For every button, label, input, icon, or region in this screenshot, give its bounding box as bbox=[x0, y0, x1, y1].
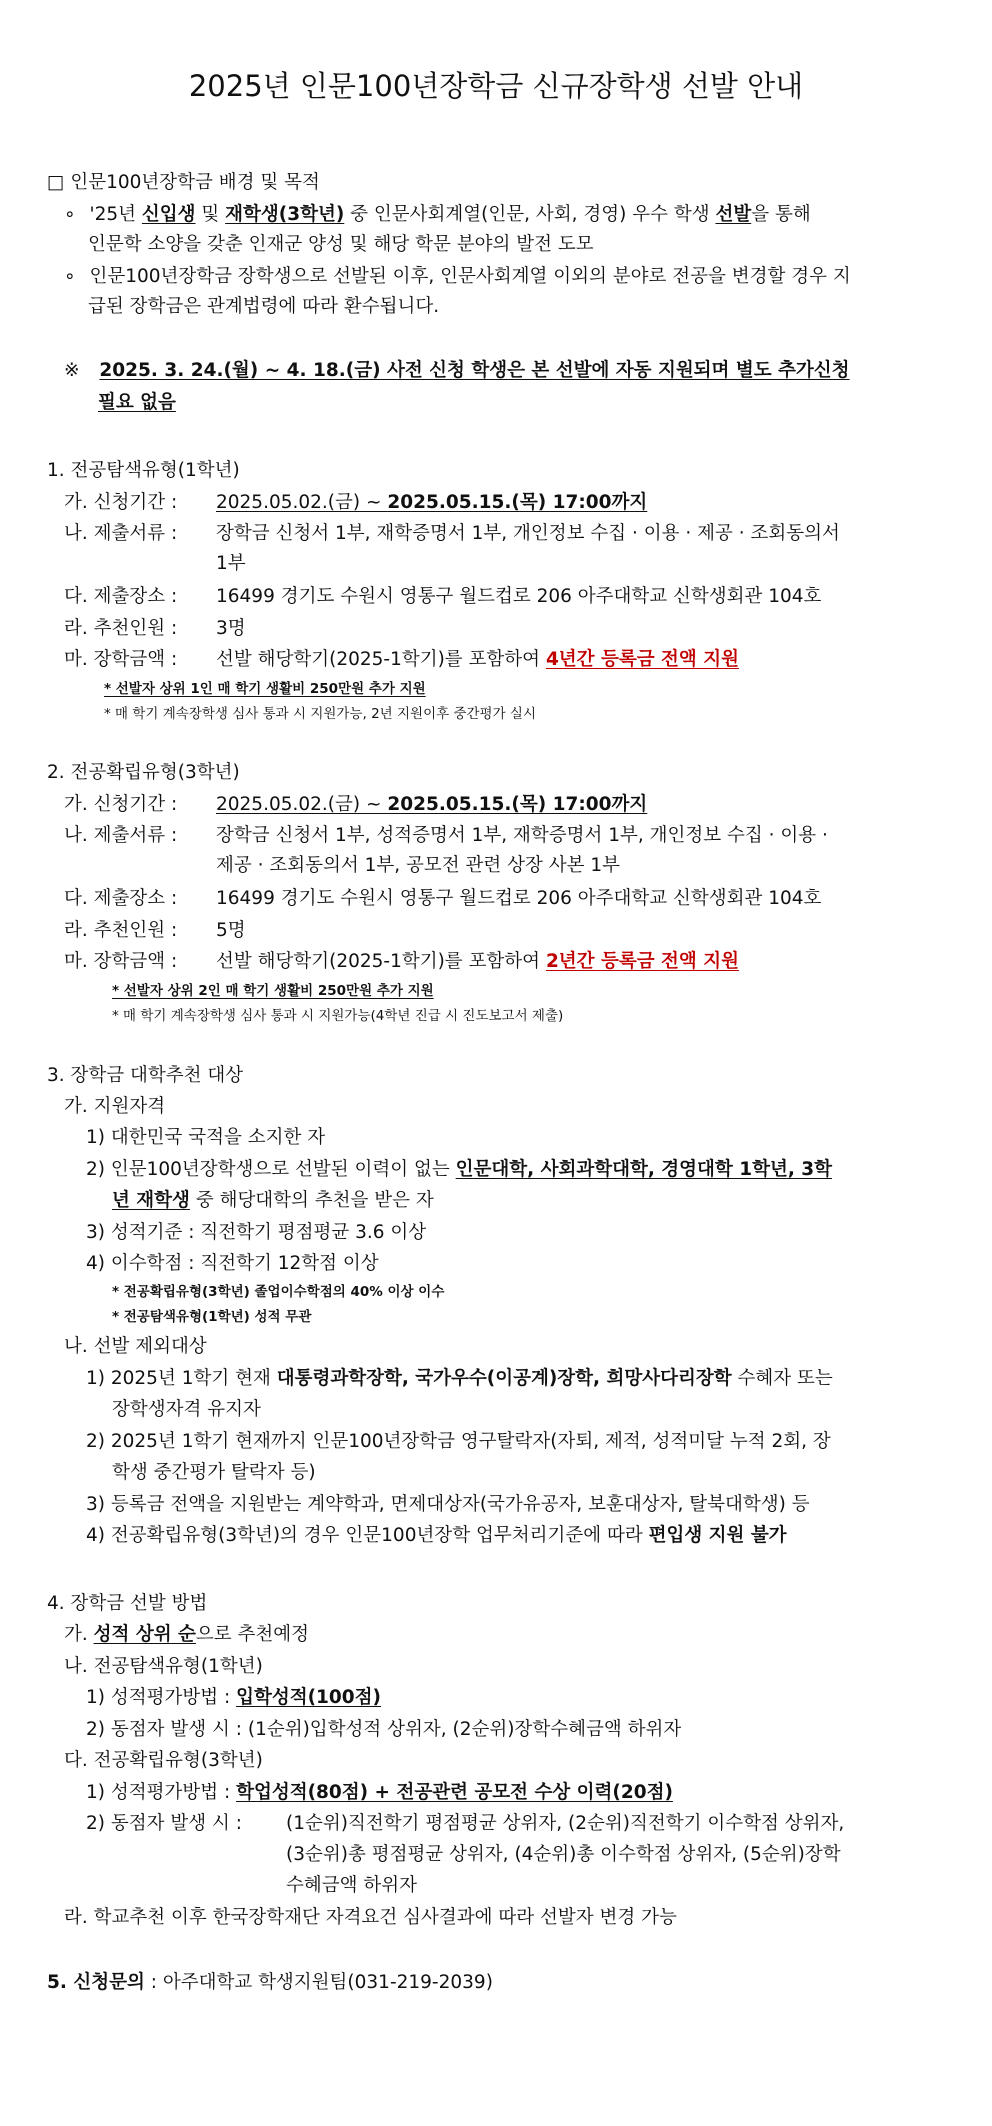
s1-place-value: 16499 경기도 수원시 영통구 월드컵로 206 아주대학교 신학생회관 104호 bbox=[216, 586, 822, 607]
note-mark-icon: ※ bbox=[64, 360, 80, 381]
intro-b1-juniors: 재학생(3학년) bbox=[225, 204, 345, 225]
s1-amount-highlight: 4년간 등록금 전액 지원 bbox=[545, 649, 739, 670]
intro-note-line1: 2025. 3. 24.(월) ~ 4. 18.(금) 사전 신청 학생은 본 선발에 자동 지원되며 별도 추가신청 bbox=[99, 360, 850, 381]
s4-ra: 라. 학교추천 이후 한국장학재단 자격요건 심사결과에 따라 선발자 변경 가능 bbox=[64, 1907, 677, 1928]
section-1-heading: 1. 전공탐색유형(1학년) bbox=[47, 460, 240, 481]
s3-exclusion-1 bbox=[86, 1366, 833, 1392]
s4-na-1 bbox=[86, 1685, 381, 1711]
s1-place-label: 다. 제출장소 : bbox=[64, 586, 178, 607]
s4-ga-text: 으로 추천예정 bbox=[195, 1624, 309, 1645]
intro-heading: □ 인문100년장학금 배경 및 목적 bbox=[47, 172, 320, 193]
intro-b1-freshmen: 신입생 bbox=[141, 204, 196, 225]
s4-ga-rank: 성적 상위 순 bbox=[93, 1624, 196, 1645]
s3-eligibility-2-text: 2) 인문100년장학생으로 선발된 이력이 없는 bbox=[86, 1159, 456, 1180]
s1-docs-label: 나. 제출서류 : bbox=[64, 523, 178, 544]
s1-amount-label: 마. 장학금액 : bbox=[64, 649, 178, 670]
s4-da-2-line1: (1순위)직전학기 평점평균 상위자, (2순위)직전학기 이수학점 상위자, bbox=[286, 1813, 845, 1834]
s1-period-end: 2025.05.15.(목) 17:00까지 bbox=[387, 492, 648, 513]
s3-exclusion-2-line2: 학생 중간평가 탈락자 등) bbox=[112, 1462, 316, 1483]
s3-eligibility-2-students: 년 재학생 bbox=[112, 1190, 190, 1211]
s3-exclusion-4-text: 4) 전공확립유형(3학년)의 경우 인문100년장학 업무처리기준에 따라 bbox=[86, 1525, 649, 1546]
s4-na-1-text: 1) 성적평가방법 : bbox=[86, 1687, 237, 1708]
s2-count-label: 라. 추천인원 : bbox=[64, 920, 178, 941]
s3-exclusion-1-line2: 장학생자격 유지자 bbox=[112, 1399, 261, 1420]
s4-ga-text: 가. bbox=[64, 1624, 94, 1645]
s1-amount-note-2: * 매 학기 계속장학생 심사 통과 시 지원가능, 2년 지원이후 중간평가 실시 bbox=[104, 706, 536, 722]
bullet-icon: ∘ bbox=[64, 266, 76, 287]
s1-count-label: 라. 추천인원 : bbox=[64, 618, 178, 639]
s2-docs-label: 나. 제출서류 : bbox=[64, 825, 178, 846]
bullet-icon: ∘ bbox=[64, 204, 76, 225]
s3-exclusion-2: 2) 2025년 1학기 현재까지 인문100년장학금 영구탈락자(자퇴, 제적, 성적미달 누적 2회, 장 bbox=[86, 1431, 831, 1452]
s4-da-2-line2: (3순위)총 평점평균 상위자, (4순위)총 이수학점 상위자, (5순위)장학 bbox=[286, 1844, 841, 1865]
s3-eligibility-heading: 가. 지원자격 bbox=[64, 1096, 166, 1117]
s3-eligibility-2-colleges: 인문대학, 사회과학대학, 경영대학 1학년, 3학 bbox=[455, 1159, 833, 1180]
s3-exclusion-1-text: 수혜자 또는 bbox=[731, 1368, 833, 1389]
s2-period-end: 2025.05.15.(목) 17:00까지 bbox=[387, 794, 648, 815]
s1-amount-note-1: * 선발자 상위 1인 매 학기 생활비 250만원 추가 지원 bbox=[104, 681, 426, 697]
s2-period-start: 2025.05.02.(금) ~ bbox=[216, 794, 388, 815]
s2-amount-note-1: * 선발자 상위 2인 매 학기 생활비 250만원 추가 지원 bbox=[112, 983, 434, 999]
intro-b1-text: 및 bbox=[195, 204, 226, 225]
intro-note-line2: 필요 없음 bbox=[98, 392, 176, 413]
intro-b1-text: 중 인문사회계열(인문, 사회, 경영) 우수 학생 bbox=[344, 204, 716, 225]
s1-amount-text: 선발 해당학기(2025-1학기)를 포함하여 bbox=[216, 649, 546, 670]
s3-eligibility-4-note-1: * 전공확립유형(3학년) 졸업이수학점의 40% 이상 이수 bbox=[112, 1284, 445, 1300]
s2-amount-value bbox=[216, 949, 739, 975]
s2-place-value: 16499 경기도 수원시 영통구 월드컵로 206 아주대학교 신학생회관 104호 bbox=[216, 888, 822, 909]
s1-period-label: 가. 신청기간 : bbox=[64, 492, 178, 513]
section-5-contact: 아주대학교 학생지원팀(031-219-2039) bbox=[162, 1972, 493, 1993]
section-5-sep: : bbox=[144, 1972, 163, 1993]
intro-bullet-2 bbox=[64, 264, 851, 290]
s2-docs-value: 장학금 신청서 1부, 성적증명서 1부, 재학증명서 1부, 개인정보 수집 · 이용 · bbox=[216, 825, 828, 846]
page-title: 2025년 인문100년장학금 신규장학생 선발 안내 bbox=[188, 69, 804, 103]
s2-amount-text: 선발 해당학기(2025-1학기)를 포함하여 bbox=[216, 951, 546, 972]
intro-bullet-1-line2: 인문학 소양을 갖춘 인재군 양성 및 해당 학문 분야의 발전 도모 bbox=[88, 234, 594, 255]
s2-amount-highlight: 2년간 등록금 전액 지원 bbox=[545, 951, 739, 972]
intro-note bbox=[64, 358, 850, 384]
s3-eligibility-4-note-2: * 전공탐색유형(1학년) 성적 무관 bbox=[112, 1309, 312, 1325]
s4-na-heading: 나. 전공탐색유형(1학년) bbox=[64, 1656, 263, 1677]
s3-exclusion-3: 3) 등록금 전액을 지원받는 계약학과, 면제대상자(국가유공자, 보훈대상자, 탈북대학생) 등 bbox=[86, 1494, 810, 1515]
s1-period-value bbox=[216, 490, 647, 516]
intro-b1-selection: 선발 bbox=[715, 204, 752, 225]
s4-da-1-method: 학업성적(80점) + 전공관련 공모전 수상 이력(20점) bbox=[236, 1782, 673, 1803]
s4-na-2: 2) 동점자 발생 시 : (1순위)입학성적 상위자, (2순위)장학수혜금액 하위자 bbox=[86, 1719, 682, 1740]
s3-exclusion-4-transfer: 편입생 지원 불가 bbox=[648, 1525, 787, 1546]
section-4-heading: 4. 장학금 선발 방법 bbox=[47, 1593, 208, 1614]
s1-docs-value-line2: 1부 bbox=[216, 553, 246, 574]
s2-count-value: 5명 bbox=[216, 920, 246, 941]
s2-docs-value-line2: 제공 · 조회동의서 1부, 공모전 관련 상장 사본 1부 bbox=[216, 855, 621, 876]
intro-bullet-2-line2: 급된 장학금은 관계법령에 따라 환수됩니다. bbox=[88, 296, 440, 317]
s4-na-1-method: 입학성적(100점) bbox=[236, 1687, 381, 1708]
s3-eligibility-2-text: 중 해당대학의 추천을 받은 자 bbox=[189, 1190, 434, 1211]
intro-b1-text: '25년 bbox=[89, 204, 142, 225]
s3-eligibility-3: 3) 성적기준 : 직전학기 평점평균 3.6 이상 bbox=[86, 1222, 427, 1243]
intro-b2-text: 인문100년장학금 장학생으로 선발된 이후, 인문사회계열 이외의 분야로 전공을 변경할 경우 지 bbox=[89, 266, 851, 287]
intro-bullet-1 bbox=[64, 202, 811, 228]
section-2-heading: 2. 전공확립유형(3학년) bbox=[47, 762, 240, 783]
s4-da-2-line3: 수혜금액 하위자 bbox=[286, 1875, 417, 1896]
s3-exclusion-1-programs: 대통령과학장학, 국가우수(이공계)장학, 희망사다리장학 bbox=[276, 1368, 732, 1389]
intro-b1-text: 을 통해 bbox=[751, 204, 811, 225]
s3-exclusion-1-text: 1) 2025년 1학기 현재 bbox=[86, 1368, 277, 1389]
s4-ga bbox=[64, 1622, 309, 1648]
s2-amount-note-2: * 매 학기 계속장학생 심사 통과 시 지원가능(4학년 진급 시 진도보고서 제출) bbox=[112, 1008, 564, 1024]
s2-period-value bbox=[216, 792, 647, 818]
section-5-label: 5. 신청문의 bbox=[47, 1972, 145, 1993]
s2-period-label: 가. 신청기간 : bbox=[64, 794, 178, 815]
s3-eligibility-2 bbox=[86, 1157, 832, 1183]
s4-da-1 bbox=[86, 1780, 673, 1806]
s3-eligibility-4: 4) 이수학점 : 직전학기 12학점 이상 bbox=[86, 1253, 379, 1274]
s1-amount-value bbox=[216, 647, 739, 673]
s1-count-value: 3명 bbox=[216, 618, 246, 639]
section-3-heading: 3. 장학금 대학추천 대상 bbox=[47, 1065, 244, 1086]
s4-da-1-text: 1) 성적평가방법 : bbox=[86, 1782, 237, 1803]
s2-place-label: 다. 제출장소 : bbox=[64, 888, 178, 909]
section-5 bbox=[47, 1970, 493, 1996]
s2-amount-label: 마. 장학금액 : bbox=[64, 951, 178, 972]
s3-eligibility-2-line2 bbox=[112, 1188, 434, 1214]
s3-eligibility-1: 1) 대한민국 국적을 소지한 자 bbox=[86, 1127, 326, 1148]
s3-exclusion-4 bbox=[86, 1523, 787, 1549]
s1-docs-value: 장학금 신청서 1부, 재학증명서 1부, 개인정보 수집 · 이용 · 제공 · 조회동의서 bbox=[216, 523, 840, 544]
s4-da-heading: 다. 전공확립유형(3학년) bbox=[64, 1750, 263, 1771]
s3-exclusion-heading: 나. 선발 제외대상 bbox=[64, 1336, 207, 1357]
s4-da-2-label: 2) 동점자 발생 시 : bbox=[86, 1813, 242, 1834]
s1-period-start: 2025.05.02.(금) ~ bbox=[216, 492, 388, 513]
